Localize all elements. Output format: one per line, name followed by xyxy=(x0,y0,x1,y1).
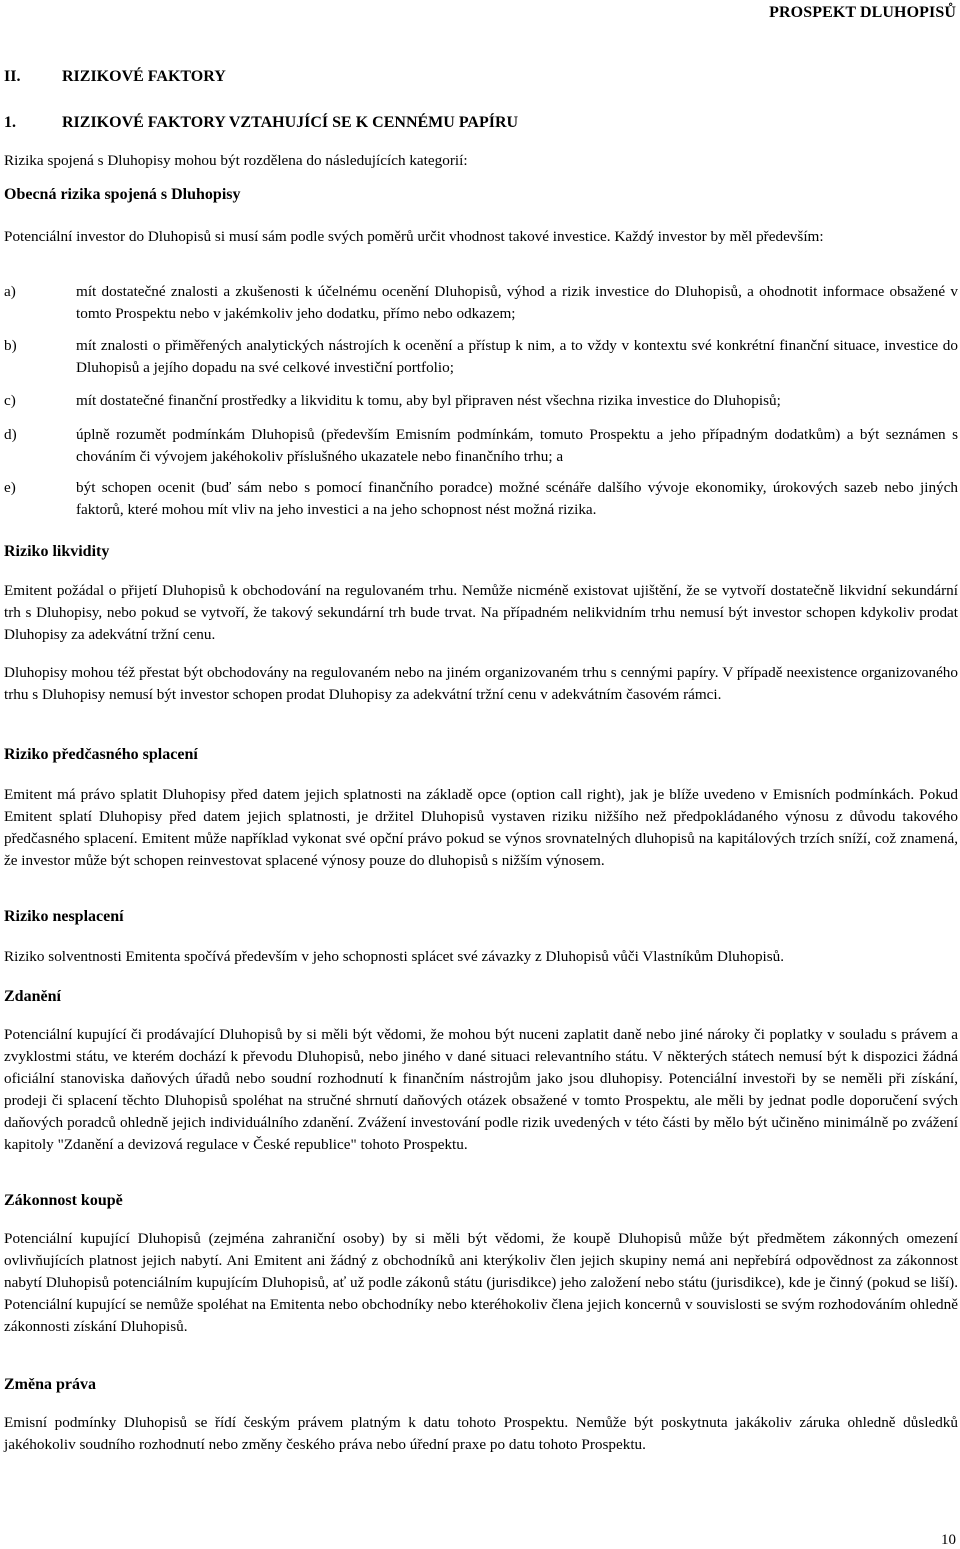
list-item-text: mít dostatečné znalosti a zkušenosti k účelnému ocenění Dluhopisů, výhod a rizik investice do Dluhopisů, a ohodnotit informace obsažené v tomto Prospektu nebo v jakémkoliv jeho dodatku, přímo nebo odkazem; xyxy=(76,283,958,322)
early-repayment-heading: Riziko předčasného splacení xyxy=(4,746,198,763)
taxation-paragraph: Potenciální kupující či prodávající Dluhopisů by si měli být vědomi, že mohou být nuceni zaplatit daně nebo jiné nároky či poplatky v souladu s právem a zvyklostmi státu, ve kterém dochází k převodu Dluhopisů, nebo jiného v dané situaci relevantního státu. V některých státech nemusí být k dispozici žádná oficiální stanoviska daňových úřadů nebo soudní rozhodnutí k finančním nástrojům jako jsou dluhopisy. Potenciální investoři by se neměli při získání, prodeji či splacení těchto Dluhopisů spoléhat na stručné shrnutí daňových otázek obsažené v tomto Prospektu, ale měli by jednat podle doporučení svých daňových poradců ohledně jejich individuálního zdanění. Zvážení investování podle rizik uvedených v této části by mělo být učiněno minimálně po zvážení kapitoly "Zdanění a devizová regulace v České republice" tohoto Prospektu. xyxy=(4,1026,958,1153)
law-change-paragraph: Emisní podmínky Dluhopisů se řídí českým právem platným k datu tohoto Prospektu. Nemůže být poskytnuta jakákoliv záruka ohledně důsledků jakéhokoliv soudního rozhodnutí nebo změny českého práva nebo úřední praxe po datu tohoto Prospektu. xyxy=(4,1414,958,1453)
early-repayment-paragraph: Emitent má právo splatit Dluhopisy před datem jejich splatnosti na základě opce (option call right), jak je blíže uvedeno v Emisních podmínkách. Pokud Emitent splatí Dluhopisy před datem jejich splatnosti, je držitel Dluhopisů vystaven riziku nižšího než předpokládaného výnosu z důvodu takového předčasného splacení. Emitent může například vykonat své opční právo pokud se výnos srovnatelných dluhopisů na kapitálových trzích sníží, což znamená, že investor může být schopen reinvestovat splacené výnosy pouze do dluhopisů s nižším výnosem. xyxy=(4,786,958,869)
section-title: RIZIKOVÉ FAKTORY xyxy=(62,68,226,85)
law-change-heading: Změna práva xyxy=(4,1376,96,1393)
liquidity-paragraph-2: Dluhopisy mohou též přestat být obchodovány na regulovaném nebo na jiném organizovaném trhu s cennými papíry. V případě neexistence organizovaného trhu s Dluhopisy nemusí být investor schopen prodat Dluhopisy za adekvátní tržní cenu v adekvátním časovém rámci. xyxy=(4,664,958,703)
general-risks-paragraph: Potenciální investor do Dluhopisů si musí sám podle svých poměrů určit vhodnost takové investice. Každý investor by měl především: xyxy=(4,228,824,245)
subsection-title: RIZIKOVÉ FAKTORY VZTAHUJÍCÍ SE K CENNÉMU PAPÍRU xyxy=(62,114,519,131)
section-number: II. xyxy=(4,68,21,85)
subsection-heading xyxy=(4,114,518,132)
running-header: PROSPEKT DLUHOPISŮ xyxy=(769,4,956,21)
default-risk-heading: Riziko nesplacení xyxy=(4,908,124,925)
list-item-text: být schopen ocenit (buď sám nebo s pomocí finančního poradce) možné scénáře dalšího vývoje ekonomiky, úrokových sazeb nebo jiných faktorů, které mohou mít vliv na jeho investici a na jeho schopnost nést možná rizika. xyxy=(76,479,958,518)
subsection-number: 1. xyxy=(4,114,16,131)
liquidity-heading: Riziko likvidity xyxy=(4,543,110,560)
taxation-heading: Zdanění xyxy=(4,988,61,1005)
list-item-label: a) xyxy=(4,283,16,300)
list-item-text: úplně rozumět podmínkám Dluhopisů (především Emisním podmínkám, tomuto Prospektu a jeho případným dodatkům) a být seznámen s chováním či vývojem jakéhokoliv příslušného ukazatele nebo finančního trhu; a xyxy=(76,426,958,465)
intro-paragraph: Rizika spojená s Dluhopisy mohou být rozdělena do následujících kategorií: xyxy=(4,152,468,169)
page-number: 10 xyxy=(941,1532,956,1548)
list-item-text: mít znalosti o přiměřených analytických nástrojích k ocenění a přístup k nim, a to vždy v kontextu své konkrétní finanční situace, investice do Dluhopisů a jejího dopadu na své celkové investiční portfolio; xyxy=(76,337,958,376)
legality-paragraph: Potenciální kupující Dluhopisů (zejména zahraniční osoby) by si měli být vědomi, že koupě Dluhopisů může být předmětem zákonných omezení ovlivňujících platnost jejich nabytí. Ani Emitent ani žádný z obchodníků ani kterýkoliv člen jejich skupiny nemá ani nepřebírá odpovědnost za zákonnost nabytí Dluhopisů potenciálním kupujícím Dluhopisů, ať už podle zákonů státu (jurisdikce) jeho založení nebo státu (jurisdikce), kde je činný (pokud se liší). Potenciální kupující se nemůže spoléhat na Emitenta nebo obchodníky nebo kteréhokoliv člena jejich koncernů v souvislosti se svým rozhodováním ohledně zákonnosti získání Dluhopisů. xyxy=(4,1230,958,1335)
list-item-label: c) xyxy=(4,392,16,409)
legality-heading: Zákonnost koupě xyxy=(4,1192,123,1209)
list-item-label: b) xyxy=(4,337,17,354)
liquidity-paragraph-1: Emitent požádal o přijetí Dluhopisů k obchodování na regulovaném trhu. Nemůže nicméně existovat ujištění, že se vytvoří dostatečně likvidní sekundární trh s Dluhopisy, nebo pokud se vytvoří, že takový sekundární trh bude trvat. Na případném nelikvidním trhu nemusí být investor schopen kdykoliv prodat Dluhopisy za adekvátní tržní cenu. xyxy=(4,582,958,643)
list-item-text: mít dostatečné finanční prostředky a likviditu k tomu, aby byl připraven nést všechna rizika investice do Dluhopisů; xyxy=(76,392,781,409)
default-risk-paragraph: Riziko solventnosti Emitenta spočívá především v jeho schopnosti splácet své závazky z Dluhopisů vůči Vlastníkům Dluhopisů. xyxy=(4,948,785,965)
section-heading xyxy=(4,68,226,86)
list-item-label: d) xyxy=(4,426,17,443)
list-item-label: e) xyxy=(4,479,16,496)
general-risks-heading: Obecná rizika spojená s Dluhopisy xyxy=(4,186,241,203)
